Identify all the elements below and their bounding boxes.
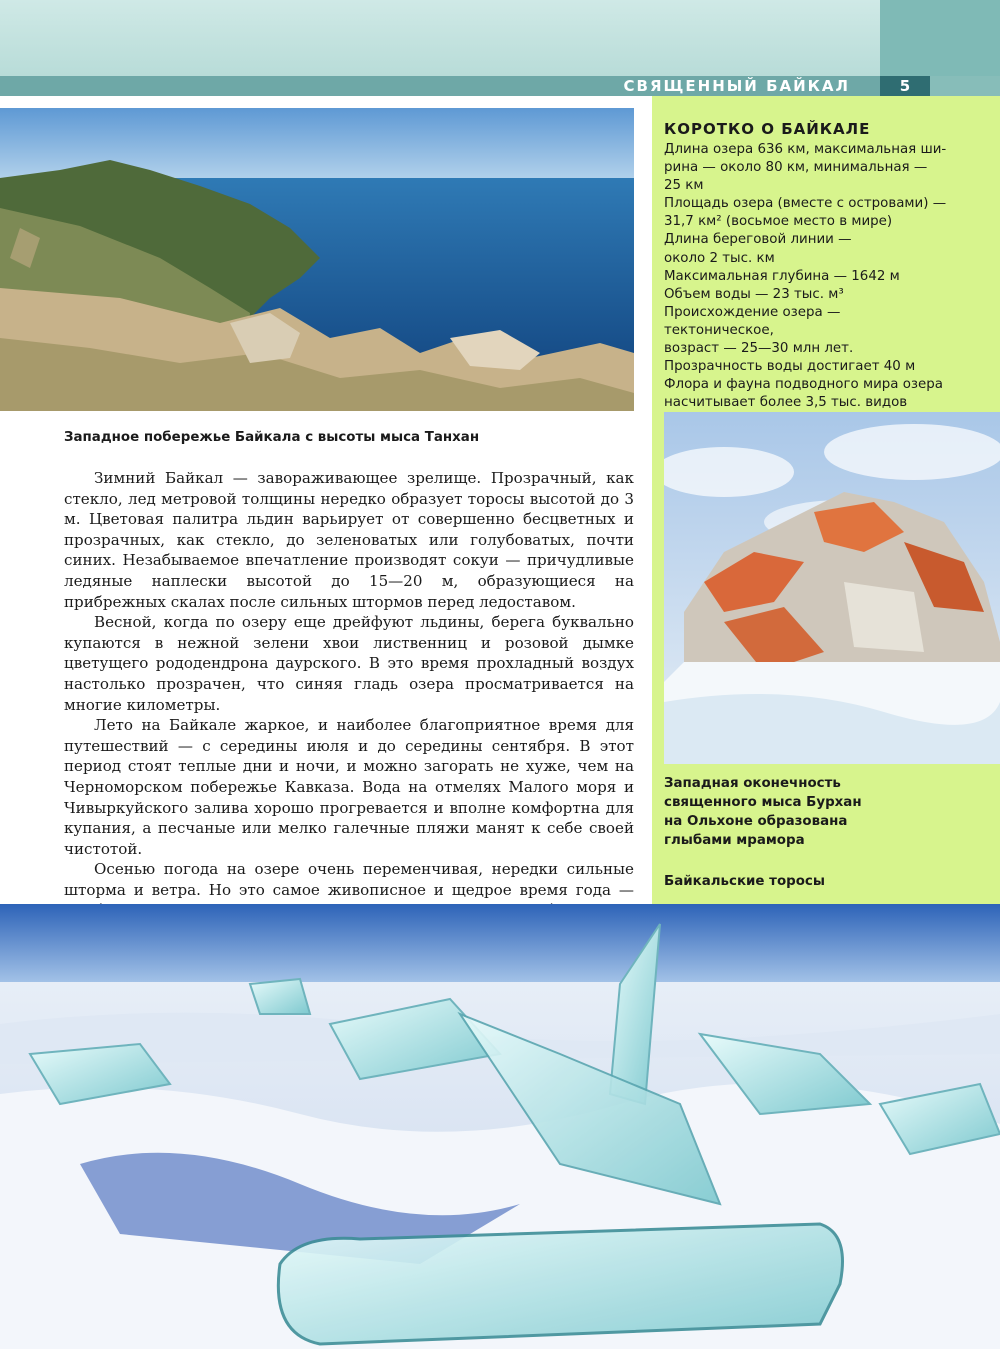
fact-line: Объем воды — 23 тыс. м³ <box>664 286 844 302</box>
header-corner-block <box>880 0 1000 76</box>
caption-line: на Ольхоне образована <box>664 814 848 829</box>
caption-rock-photo <box>664 774 862 850</box>
fact-line: возраст — 25—30 млн лет. <box>664 341 854 357</box>
facts-heading: КОРОТКО О БАЙКАЛЕ <box>664 120 871 138</box>
caption-top-photo: Западное побережье Байкала с высоты мыса Танхан <box>64 430 480 445</box>
fact-line: Максимальная глубина — 1642 м <box>664 268 900 284</box>
caption-line: глыбами мрамора <box>664 833 805 848</box>
fact-line: Происхождение озера — тектоническое, <box>664 304 841 338</box>
fact-line: Длина озера 636 км, максимальная ши- <box>664 142 947 157</box>
fact-line: Площадь озера (вместе с островами) — <box>664 196 947 212</box>
page-number: 5 <box>880 76 930 96</box>
fact-line: Длина береговой линии — <box>664 232 852 248</box>
fact-line: насчитывает более 3,5 тыс. видов <box>664 395 908 411</box>
article-paragraph: Весной, когда по озеру еще дрейфуют льдины, берега буквально купаются в нежной зелени хвои лиственниц и розовой дымке цветущего рододендрона даурского. В это время прохладный воздух настолько прозрачен, что синяя гладь озера просматривается на многие километры. <box>64 613 634 714</box>
fact-line: Флора и фауна подводного мира озера <box>664 377 943 393</box>
article-paragraph: Зимний Байкал — завораживающее зрелище. Прозрачный, как стекло, лед метровой толщины нередко образует торосы высотой до 3 м. Цветовая палитра льдин варьирует от совершенно бесцветных и прозрачных, как стекло, до зеленоватых или голубоватых, почти синих. Незабываемое впечатление производят сокуи — причудливые ледяные наплески высотой до 15—20 м, образующиеся на прибрежных скалах после сильных штормов перед ледоставом. <box>64 469 634 611</box>
fact-line: Прозрачность воды достигает 40 м <box>664 359 916 375</box>
header-top-band <box>0 0 880 76</box>
photo-burkhan-rock <box>664 412 1000 764</box>
header-bar <box>0 76 1000 96</box>
caption-ice-photo: Байкальские торосы <box>664 874 825 889</box>
header-bar-tail <box>930 76 1000 96</box>
caption-line: священного мыса Бурхан <box>664 795 862 810</box>
article-body <box>64 468 634 942</box>
photo-tankhan-coast <box>0 108 634 411</box>
fact-line: 31,7 км² (восьмое место в мире) <box>664 214 893 230</box>
facts-list <box>664 141 954 412</box>
article-paragraph: Лето на Байкале жаркое, и наиболее благоприятное время для путешествий — с середины июля и до середины сентября. В этот период стоят теплые дни и ночи, и можно загорать не хуже, чем на Черноморском побережье Кавказа. Вода на отмелях Малого моря и Чивыркуйского залива хорошо прогревается и вполне комфортна для купания, а песчаные или мелко галечные пляжи манят к себе своей чистотой. <box>64 716 634 858</box>
fact-line: около 2 тыс. км <box>664 250 775 266</box>
section-title: СВЯЩЕННЫЙ БАЙКАЛ <box>623 77 850 95</box>
photo-ice-hummocks <box>0 904 1000 1349</box>
fact-line: 25 км <box>664 178 704 194</box>
caption-line: Западная оконечность <box>664 776 841 791</box>
article-paragraph: Осенью погода на озере очень переменчивая, нередки сильные шторма и ветра. Но это самое живописное и щедрое время года — <box>64 860 634 899</box>
fact-line: рина — около 80 км, минимальная — <box>664 160 928 176</box>
